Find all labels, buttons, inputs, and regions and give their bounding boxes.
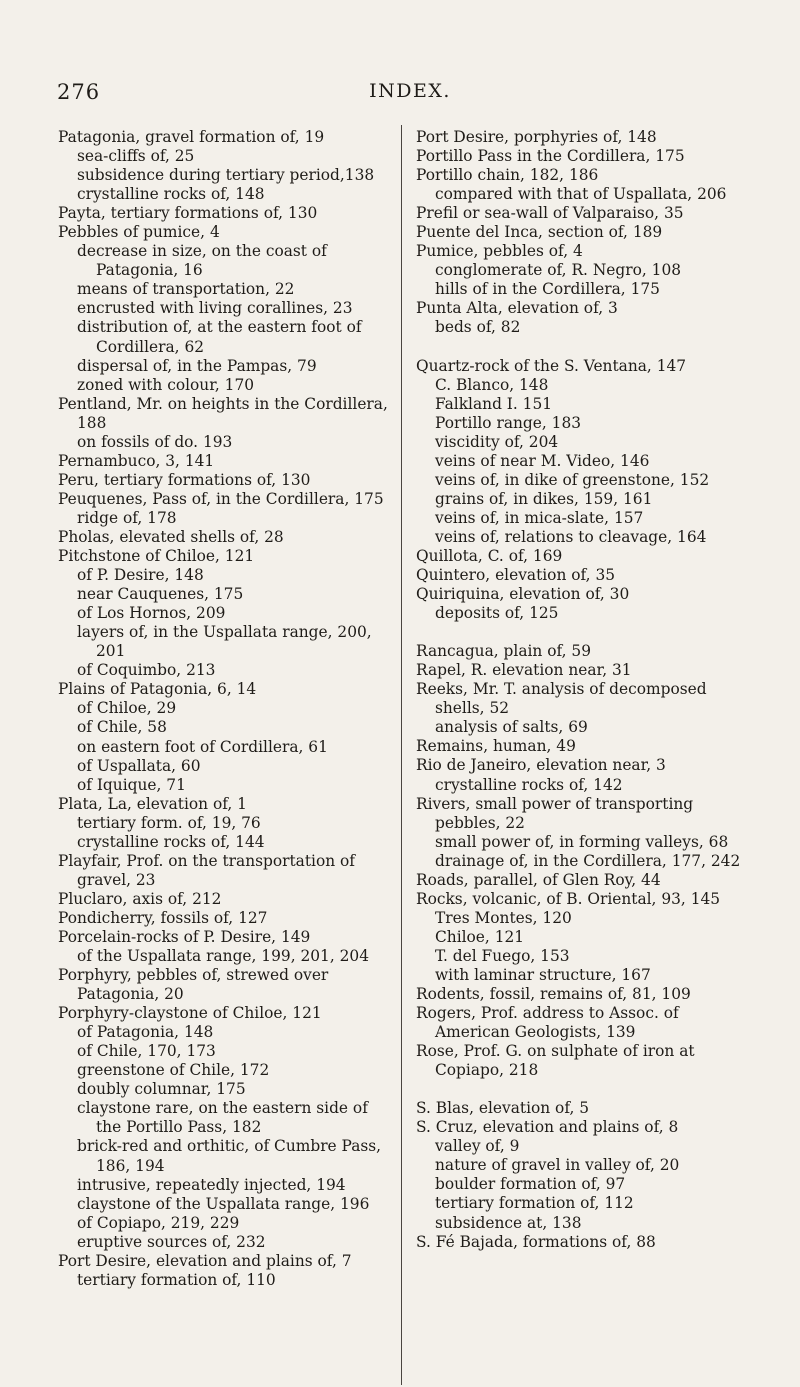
- index-subentry: conglomerate of, R. Negro, 108: [435, 261, 682, 280]
- running-head: INDEX.: [369, 80, 451, 102]
- index-entry: Rocks, volcanic, of B. Oriental, 93, 145: [416, 889, 721, 908]
- index-subentry: Tres Montes, 120: [435, 908, 572, 927]
- index-subentry: on eastern foot of Cordillera, 61: [77, 737, 328, 756]
- index-entry: S. Fé Bajada, formations of, 88: [416, 1232, 656, 1251]
- index-entry: Remains, human, 49: [416, 737, 576, 756]
- index-subentry: Portillo range, 183: [435, 413, 582, 432]
- index-entry: Peru, tertiary formations of, 130: [58, 470, 311, 489]
- index-subentry: doubly columnar, 175: [77, 1080, 246, 1099]
- index-subentry: crystalline rocks of, 142: [435, 775, 623, 794]
- index-subentry: veins of near M. Video, 146: [435, 451, 650, 470]
- index-entry: Plains of Patagonia, 6, 14: [58, 680, 257, 699]
- index-entry: Pumice, pebbles of, 4: [416, 242, 583, 261]
- index-subentry: of Los Hornos, 209: [77, 604, 226, 623]
- index-entry: Porphyry, pebbles of, strewed over Patagonia, 20: [58, 966, 329, 1004]
- index-subentry: veins of, in mica-slate, 157: [435, 508, 644, 527]
- index-subentry: hills of in the Cordillera, 175: [435, 280, 660, 299]
- index-subentry: valley of, 9: [435, 1137, 520, 1156]
- index-subentry: grains of, in dikes, 159, 161: [435, 489, 653, 508]
- index-entry: Porphyry-claystone of Chiloe, 121: [58, 1004, 322, 1023]
- page-number: 276: [57, 80, 101, 104]
- index-subentry: dispersal of, in the Pampas, 79: [77, 356, 317, 375]
- index-subentry: compared with that of Uspallata, 206: [435, 185, 727, 204]
- index-entry: Portillo chain, 182, 186: [416, 166, 599, 185]
- index-subentry: claystone of the Uspallata range, 196: [77, 1194, 370, 1213]
- index-subentry: brick-red and orthitic, of Cumbre Pass, 186, 194: [77, 1137, 382, 1175]
- index-entry: Port Desire, elevation and plains of, 7: [58, 1251, 352, 1270]
- index-subentry: intrusive, repeatedly injected, 194: [77, 1175, 346, 1194]
- index-subentry: ridge of, 178: [77, 508, 177, 527]
- index-entry: Punta Alta, elevation of, 3: [416, 299, 618, 318]
- index-entry: Prefil or sea-wall of Valparaiso, 35: [416, 204, 684, 223]
- index-subentry: of Uspallata, 60: [77, 756, 201, 775]
- section-gap: [416, 338, 746, 357]
- index-entry: Puente del Inca, section of, 189: [416, 223, 663, 242]
- index-subentry: of Patagonia, 148: [77, 1023, 214, 1042]
- index-subentry: eruptive sources of, 232: [77, 1232, 266, 1251]
- index-subentry: sea-cliffs of, 25: [77, 147, 195, 166]
- index-entry: Reeks, Mr. T. analysis of decomposed shells, 52: [416, 680, 707, 718]
- index-subentry: encrusted with living corallines, 23: [77, 299, 353, 318]
- index-subentry: drainage of, in the Cordillera, 177, 242: [435, 851, 741, 870]
- index-entry: Quiriquina, elevation of, 30: [416, 585, 630, 604]
- index-subentry: T. del Fuego, 153: [435, 946, 570, 965]
- index-entry: Portillo Pass in the Cordillera, 175: [416, 147, 685, 166]
- index-subentry: greenstone of Chile, 172: [77, 1061, 270, 1080]
- index-subentry: layers of, in the Uspallata range, 200, 201: [77, 623, 372, 661]
- index-entry: S. Blas, elevation of, 5: [416, 1099, 590, 1118]
- index-subentry: decrease in size, on the coast of Patagonia, 16: [77, 242, 327, 280]
- index-subentry: veins of, relations to cleavage, 164: [435, 527, 707, 546]
- index-subentry: nature of gravel in valley of, 20: [435, 1156, 680, 1175]
- index-entry: Roads, parallel, of Glen Roy, 44: [416, 870, 661, 889]
- index-entry: Pentland, Mr. on heights in the Cordillera, 188: [58, 394, 388, 432]
- index-subentry: deposits of, 125: [435, 604, 559, 623]
- index-subentry: analysis of salts, 69: [435, 718, 588, 737]
- index-subentry: of Chiloe, 29: [77, 699, 177, 718]
- section-gap: [416, 1080, 746, 1099]
- index-subentry: of P. Desire, 148: [77, 566, 204, 585]
- index-entry: Pernambuco, 3, 141: [58, 451, 215, 470]
- index-entry: Pondicherry, fossils of, 127: [58, 908, 268, 927]
- index-entry: Plata, La, elevation of, 1: [58, 794, 247, 813]
- index-column-right: [416, 128, 746, 1252]
- index-entry: Patagonia, gravel formation of, 19: [58, 128, 325, 146]
- index-entry: Pebbles of pumice, 4: [58, 223, 220, 242]
- index-entry: Rogers, Prof. address to Assoc. of American Geologists, 139: [416, 1004, 679, 1042]
- index-subentry: of Coquimbo, 213: [77, 661, 216, 680]
- index-entry: Pitchstone of Chiloe, 121: [58, 547, 255, 566]
- index-subentry: of the Uspallata range, 199, 201, 204: [77, 947, 370, 966]
- index-subentry: of Iquique, 71: [77, 775, 186, 794]
- index-subentry: boulder formation of, 97: [435, 1175, 626, 1194]
- index-subentry: of Chile, 170, 173: [77, 1042, 216, 1061]
- index-subentry: with laminar structure, 167: [435, 965, 651, 984]
- index-column-left: [58, 128, 394, 1290]
- index-subentry: C. Blanco, 148: [435, 375, 549, 394]
- index-entry: Rodents, fossil, remains of, 81, 109: [416, 985, 691, 1004]
- index-entry: Quillota, C. of, 169: [416, 546, 563, 565]
- index-entry: Rancagua, plain of, 59: [416, 642, 592, 661]
- index-entry: Playfair, Prof. on the transportation of gravel, 23: [58, 851, 355, 889]
- index-entry: Port Desire, porphyries of, 148: [416, 128, 657, 146]
- index-subentry: Chiloe, 121: [435, 927, 525, 946]
- index-subentry: tertiary formation of, 110: [77, 1270, 276, 1289]
- column-divider: [401, 125, 402, 1385]
- index-subentry: crystalline rocks of, 148: [77, 185, 265, 204]
- index-subentry: viscidity of, 204: [435, 432, 559, 451]
- index-entry: Porcelain-rocks of P. Desire, 149: [58, 927, 311, 946]
- index-entry: Rapel, R. elevation near, 31: [416, 661, 632, 680]
- index-subentry: subsidence during tertiary period,138: [77, 166, 375, 185]
- index-subentry: means of transportation, 22: [77, 280, 295, 299]
- index-subentry: Falkland I. 151: [435, 394, 553, 413]
- index-entry: Peuquenes, Pass of, in the Cordillera, 175: [58, 489, 384, 508]
- page-header: [0, 80, 800, 120]
- index-entry: Rivers, small power of transporting pebbles, 22: [416, 794, 694, 832]
- index-subentry: of Chile, 58: [77, 718, 167, 737]
- index-entry: S. Cruz, elevation and plains of, 8: [416, 1118, 679, 1137]
- index-subentry: subsidence at, 138: [435, 1213, 582, 1232]
- index-entry: Pluclaro, axis of, 212: [58, 889, 222, 908]
- index-subentry: veins of, in dike of greenstone, 152: [435, 470, 710, 489]
- index-entry: Quartz-rock of the S. Ventana, 147: [416, 356, 687, 375]
- index-subentry: near Cauquenes, 175: [77, 585, 244, 604]
- index-subentry: crystalline rocks of, 144: [77, 832, 265, 851]
- section-gap: [416, 623, 746, 642]
- index-entry: Rio de Janeiro, elevation near, 3: [416, 756, 666, 775]
- index-subentry: distribution of, at the eastern foot of Cordillera, 62: [77, 318, 362, 356]
- index-entry: Quintero, elevation of, 35: [416, 566, 616, 585]
- index-subentry: beds of, 82: [435, 318, 521, 337]
- index-subentry: claystone rare, on the eastern side of the Portillo Pass, 182: [77, 1099, 368, 1137]
- index-entry: Payta, tertiary formations of, 130: [58, 204, 318, 223]
- index-subentry: of Copiapo, 219, 229: [77, 1213, 240, 1232]
- index-subentry: tertiary form. of, 19, 76: [77, 813, 261, 832]
- index-subentry: zoned with colour, 170: [77, 375, 255, 394]
- index-entry: Pholas, elevated shells of, 28: [58, 527, 284, 546]
- index-subentry: small power of, in forming valleys, 68: [435, 832, 729, 851]
- index-entry: Rose, Prof. G. on sulphate of iron at Copiapo, 218: [416, 1042, 695, 1080]
- index-subentry: tertiary formation of, 112: [435, 1194, 634, 1213]
- index-subentry: on fossils of do. 193: [77, 432, 233, 451]
